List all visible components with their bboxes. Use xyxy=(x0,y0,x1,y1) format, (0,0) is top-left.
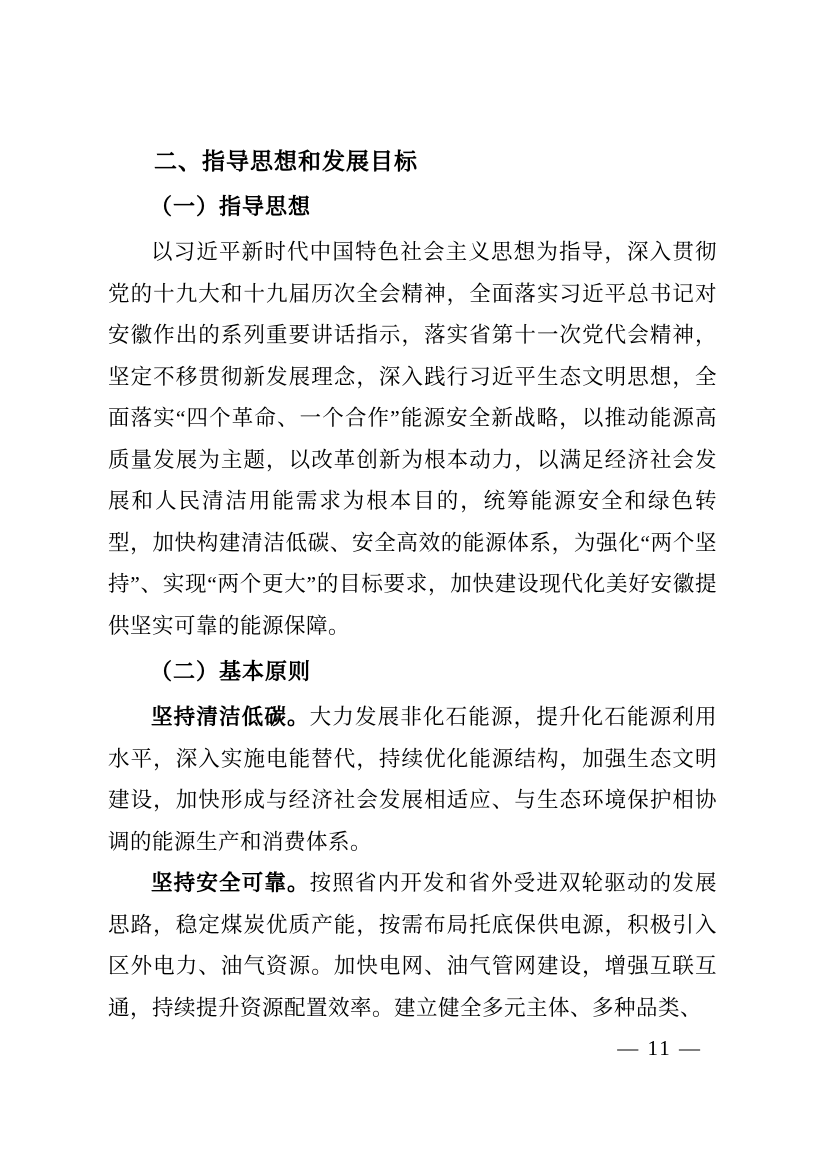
paragraph-lead: 坚持清洁低碳。 xyxy=(151,705,310,729)
paragraph-text: 大力发展非化石能源，提升化石能源利用水平，深入实施电能替代，持续优化能源结构，加强生态文明建设，加快形成与经济社会发展相适应、与生态环境保护相协调的能源生产和消费体系。 xyxy=(108,705,717,854)
body-paragraph-guiding-ideology xyxy=(108,232,717,647)
page-number: — 11 — xyxy=(617,1036,702,1060)
document-content xyxy=(108,140,717,1029)
section-heading: 二、指导思想和发展目标 xyxy=(154,148,418,174)
paragraph-lead: 坚持安全可靠。 xyxy=(151,871,310,895)
paragraph-text: 以习近平新时代中国特色社会主义思想为指导，深入贯彻党的十九大和十九届历次全会精神，全面落实习近平总书记对安徽作出的系列重要讲话指示，落实省第十一次党代会精神，坚定不移贯彻新发展理念，深入践行习近平生态文明思想，全面落实“四个革命、一个合作”能源安全新战略，以推动能源高质量发展为主题，以改革创新为根本动力，以满足经济社会发展和人民清洁用能需求为根本目的，统筹能源安全和绿色转型，加快构建清洁低碳、安全高效的能源体系，为强化“两个坚持”、实现“两个更大”的目标要求，加快建设现代化美好安徽提供坚实可靠的能源保障。 xyxy=(108,240,717,638)
subsection-heading-2: （二）基本原则 xyxy=(150,659,312,684)
subsection-heading-1: （一）指导思想 xyxy=(150,194,312,219)
body-paragraph-clean-low-carbon xyxy=(108,697,717,863)
body-paragraph-safe-reliable xyxy=(108,863,717,1029)
paragraph-text: 按照省内开发和省外受进双轮驱动的发展思路，稳定煤炭优质产能，按需布局托底保供电源，积极引入区外电力、油气资源。加快电网、油气管网建设，增强互联互通，持续提升资源配置效率。建立健全多元主体、多种品类、 xyxy=(108,871,717,1020)
